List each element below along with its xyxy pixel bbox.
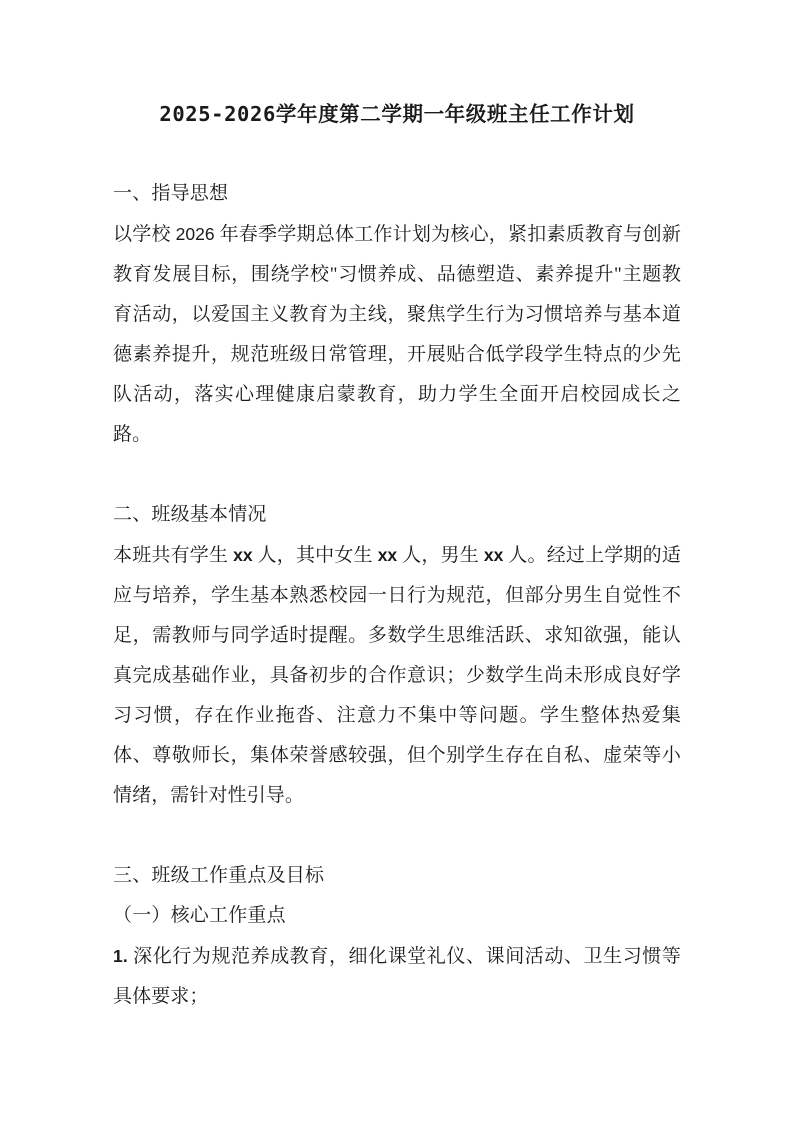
list-item-number: 1. [113, 946, 128, 966]
spacer-before-section-three [113, 816, 681, 856]
male-students-placeholder: xx [483, 545, 504, 565]
section-heading-class-overview: 二、班级基本情况 [113, 504, 267, 525]
body-text-part-4: 人。经过上学期的适应与培养，学生基本熟悉校园一日行为规范，但部分男生自觉性不足，需教师与同学适时提醒。多数学生思维活跃、求知欲强，能认真完成基础作业，具备初步的合作意识；少数学生尚未形成良好学习习惯，存在作业拖沓、注意力不集中等问题。学生整体热爱集体、尊敬师长，集体荣誉感较强，但个别学生存在自私、虚荣等小情绪，需针对性引导。 [113, 545, 681, 806]
spacer-after-title [113, 134, 681, 174]
list-item-text: 深化行为规范养成教育，细化课堂礼仪、课间活动、卫生习惯等具体要求； [113, 946, 681, 1007]
list-item [113, 936, 681, 1017]
section-body-class-overview [113, 535, 681, 816]
page-title: 2025-2026学年度第二学期一年级班主任工作计划 [159, 102, 635, 126]
body-text-suffix: 年春季学期总体工作计划为核心，紧扣素质教育与创新教育发展目标，围绕学校"习惯养成、品德塑造、素养提升"主题教育活动，以爱国主义教育为主线，聚焦学生行为习惯培养与基本道德素养提升，规范班级日常管理，开展贴合低学段学生特点的少先队活动，落实心理健康启蒙教育，助力学生全面开启校园成长之路。 [113, 224, 681, 445]
subsection-heading-core-priorities: （一）核心工作重点 [113, 905, 286, 926]
body-text-prefix: 以学校 [113, 224, 176, 245]
year-value: 2026 [175, 224, 215, 244]
section-body-guiding-ideology [113, 214, 681, 455]
section-heading-guiding-ideology: 一、指导思想 [113, 183, 229, 204]
spacer-before-section-two [113, 455, 681, 495]
body-text-part-1: 本班共有学生 [113, 545, 234, 566]
section-heading-work-priorities: 三、班级工作重点及目标 [113, 865, 325, 886]
total-students-placeholder: xx [233, 545, 253, 565]
body-text-part-2: 人，其中女生 [252, 545, 378, 566]
female-students-placeholder: xx [377, 545, 398, 565]
body-text-part-3: 人，男生 [397, 545, 484, 566]
document-content [113, 94, 681, 1017]
